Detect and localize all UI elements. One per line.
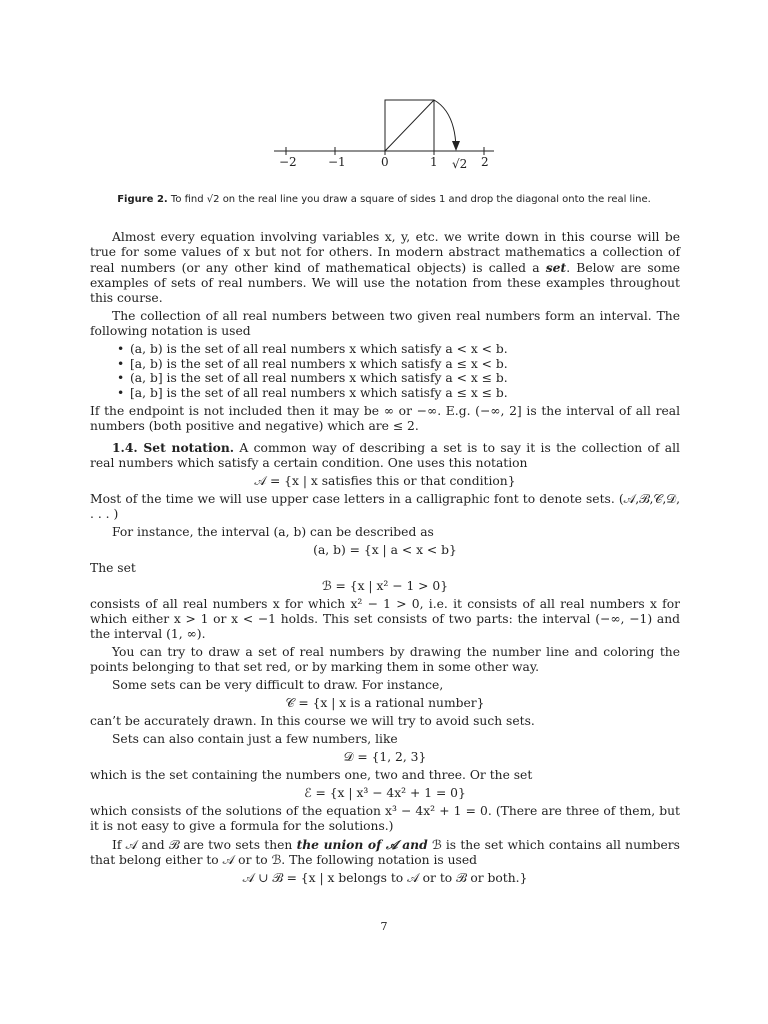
tick-label-sqrt2: √2	[452, 157, 468, 171]
section-paragraph	[90, 440, 680, 471]
page-number: 7	[380, 920, 388, 933]
paragraph: which is the set containing the numbers one, two and three. Or the set	[90, 768, 533, 782]
paragraph: Some sets can be very difficult to draw. For instance,	[112, 678, 444, 692]
tick-label-2: 2	[481, 155, 489, 169]
figure-2	[0, 0, 768, 205]
equation: 𝒞 = {x | x is a rational number}	[285, 696, 485, 710]
paragraph: Sets can also contain just a few numbers, like	[112, 732, 398, 746]
equation: (a, b) = {x | a < x < b}	[313, 543, 457, 557]
list-item: • (a, b] is the set of all real numbers x which satisfy a < x ≤ b.	[130, 371, 680, 386]
tick-label-neg1: −1	[328, 155, 346, 169]
tick-label-0: 0	[381, 155, 389, 169]
list-item: • [a, b) is the set of all real numbers x which satisfy a ≤ x < b.	[130, 357, 680, 372]
arrowhead	[452, 141, 460, 151]
equation: 𝒜 = {x | x satisfies this or that condition}	[254, 474, 516, 488]
paragraph-text: ℬ is the set which contains all numbers that belong either to 𝒜 or to ℬ. The following notation is used	[90, 838, 680, 867]
diagonal	[385, 100, 434, 151]
equation: ℰ = {x | x³ − 4x² + 1 = 0}	[304, 786, 466, 800]
paragraph: If the endpoint is not included then it may be ∞ or −∞. E.g. (−∞, 2] is the interval of all real numbers (both positive and negative) which are ≤ 2.	[90, 404, 680, 433]
paragraph-text: A common way of describing a set is to say it is the collection of all real numbers which satisfy a certain condition. One uses this notation	[90, 441, 680, 470]
equation: 𝒜 ∪ ℬ = {x | x belongs to 𝒜 or to ℬ or both.}	[242, 871, 528, 885]
paragraph-text: If 𝒜 and ℬ are two sets then	[112, 838, 297, 852]
rotation-arc	[434, 100, 456, 148]
figure-caption	[0, 194, 768, 205]
paragraph	[90, 837, 680, 868]
list-item: • [a, b] is the set of all real numbers x which satisfy a ≤ x ≤ b.	[130, 386, 680, 401]
paragraph: You can try to draw a set of real numbers by drawing the number line and coloring the points belonging to that set red, or by marking them in some other way.	[90, 645, 680, 674]
tick-label-1: 1	[430, 155, 438, 169]
paragraph-text: Almost every equation involving variables x, y, etc. we write down in this course will be true for some values of x but not for others. In modern abstract mathematics a collection of real numbers (or any other kind of mathematical objects) is called a	[90, 230, 680, 275]
equation: ℬ = {x | x² − 1 > 0}	[321, 579, 449, 593]
paragraph	[90, 230, 680, 306]
interval-list	[90, 342, 680, 400]
paragraph: Most of the time we will use upper case letters in a calligraphic font to denote sets. (𝒜,ℬ,𝒞,𝒟, . . . )	[90, 492, 680, 521]
section-heading: 1.4. Set notation.	[112, 440, 235, 455]
paragraph: For instance, the interval (a, b) can be described as	[112, 525, 434, 539]
term-set: set	[545, 260, 567, 275]
caption-text: To find √2 on the real line you draw a square of sides 1 and drop the diagonal onto the real line.	[170, 194, 651, 205]
caption-label: Figure 2.	[117, 194, 168, 205]
number-line-diagram	[0, 0, 768, 190]
paragraph: The collection of all real numbers between two given real numbers form an interval. The following notation is used	[90, 309, 680, 338]
tick-label-neg2: −2	[279, 155, 297, 169]
paragraph: which consists of the solutions of the equation x³ − 4x² + 1 = 0. (There are three of them, but it is not easy to give a formula for the solutions.)	[90, 804, 680, 833]
paragraph-text: . Below are some examples of sets of real numbers. We will use the notation from these examples throughout this course.	[90, 261, 681, 305]
term-union: the union of 𝒜 and	[296, 837, 428, 852]
paragraph: consists of all real numbers x for which x² − 1 > 0, i.e. it consists of all real numbers x for which either x > 1 or x < −1 holds. This set consists of two parts: the interval (−∞, −1) and the interval (1, ∞).	[90, 597, 680, 641]
body-text	[90, 230, 680, 889]
equation: 𝒟 = {1, 2, 3}	[343, 750, 427, 764]
paragraph: can’t be accurately drawn. In this course we will try to avoid such sets.	[90, 714, 535, 728]
list-item: • (a, b) is the set of all real numbers x which satisfy a < x < b.	[130, 342, 680, 357]
paragraph: The set	[90, 561, 136, 575]
